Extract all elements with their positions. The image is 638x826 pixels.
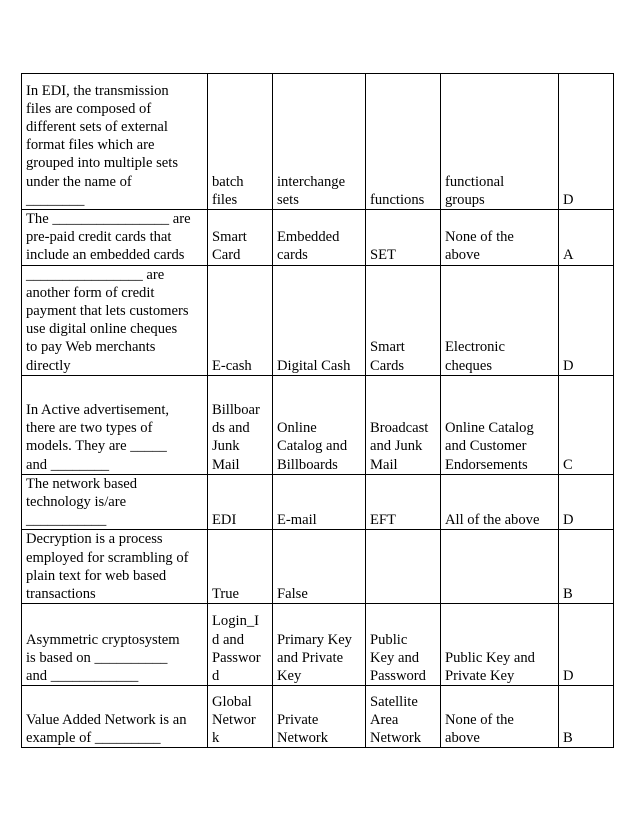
option-d-cell: Online Catalog and Customer Endorsements — [441, 375, 559, 474]
option-c-cell — [366, 530, 441, 604]
option-d-cell: All of the above — [441, 474, 559, 530]
answer-cell: D — [559, 74, 614, 210]
question-cell: Value Added Network is an example of _________ — [22, 686, 208, 748]
option-c-cell: Broadcast and Junk Mail — [366, 375, 441, 474]
option-d-cell: Electronic cheques — [441, 265, 559, 375]
option-d-cell: Public Key and Private Key — [441, 604, 559, 686]
option-a-cell: Smart Card — [208, 210, 273, 266]
table-row — [22, 530, 614, 604]
option-d-cell — [441, 530, 559, 604]
option-a-cell: Global Networ k — [208, 686, 273, 748]
option-b-cell: False — [273, 530, 366, 604]
option-d-cell: functional groups — [441, 74, 559, 210]
table-row — [22, 604, 614, 686]
answer-cell: B — [559, 530, 614, 604]
table-row — [22, 210, 614, 266]
table-row — [22, 265, 614, 375]
question-cell: The ________________ are pre-paid credit cards that include an embedded cards — [22, 210, 208, 266]
option-c-cell: functions — [366, 74, 441, 210]
question-cell: Decryption is a process employed for scrambling of plain text for web based transactions — [22, 530, 208, 604]
option-d-cell: None of the above — [441, 686, 559, 748]
table-row — [22, 375, 614, 474]
question-cell: Asymmetric cryptosystem is based on __________ and ____________ — [22, 604, 208, 686]
answer-cell: A — [559, 210, 614, 266]
option-a-cell: batch files — [208, 74, 273, 210]
table-row — [22, 74, 614, 210]
option-c-cell: Public Key and Password — [366, 604, 441, 686]
option-b-cell: interchange sets — [273, 74, 366, 210]
option-b-cell: Primary Key and Private Key — [273, 604, 366, 686]
option-b-cell: Online Catalog and Billboards — [273, 375, 366, 474]
table-row — [22, 474, 614, 530]
option-a-cell: Billboar ds and Junk Mail — [208, 375, 273, 474]
option-c-cell: Smart Cards — [366, 265, 441, 375]
question-cell: The network based technology is/are ___________ — [22, 474, 208, 530]
option-a-cell: True — [208, 530, 273, 604]
option-b-cell: Digital Cash — [273, 265, 366, 375]
option-c-cell: Satellite Area Network — [366, 686, 441, 748]
answer-cell: B — [559, 686, 614, 748]
option-b-cell: Private Network — [273, 686, 366, 748]
option-b-cell: Embedded cards — [273, 210, 366, 266]
answer-cell: D — [559, 265, 614, 375]
question-cell: In EDI, the transmission files are composed of different sets of external format files which are grouped into multiple sets under the name of ________ — [22, 74, 208, 210]
question-cell: ________________ are another form of credit payment that lets customers use digital online cheques to pay Web merchants directly — [22, 265, 208, 375]
mcq-table — [21, 73, 614, 748]
option-d-cell: None of the above — [441, 210, 559, 266]
answer-cell: C — [559, 375, 614, 474]
question-cell: In Active advertisement, there are two types of models. They are _____ and ________ — [22, 375, 208, 474]
option-a-cell: Login_I d and Passwor d — [208, 604, 273, 686]
answer-cell: D — [559, 604, 614, 686]
option-c-cell: EFT — [366, 474, 441, 530]
option-c-cell: SET — [366, 210, 441, 266]
option-a-cell: E-cash — [208, 265, 273, 375]
option-a-cell: EDI — [208, 474, 273, 530]
table-row — [22, 686, 614, 748]
answer-cell: D — [559, 474, 614, 530]
option-b-cell: E-mail — [273, 474, 366, 530]
